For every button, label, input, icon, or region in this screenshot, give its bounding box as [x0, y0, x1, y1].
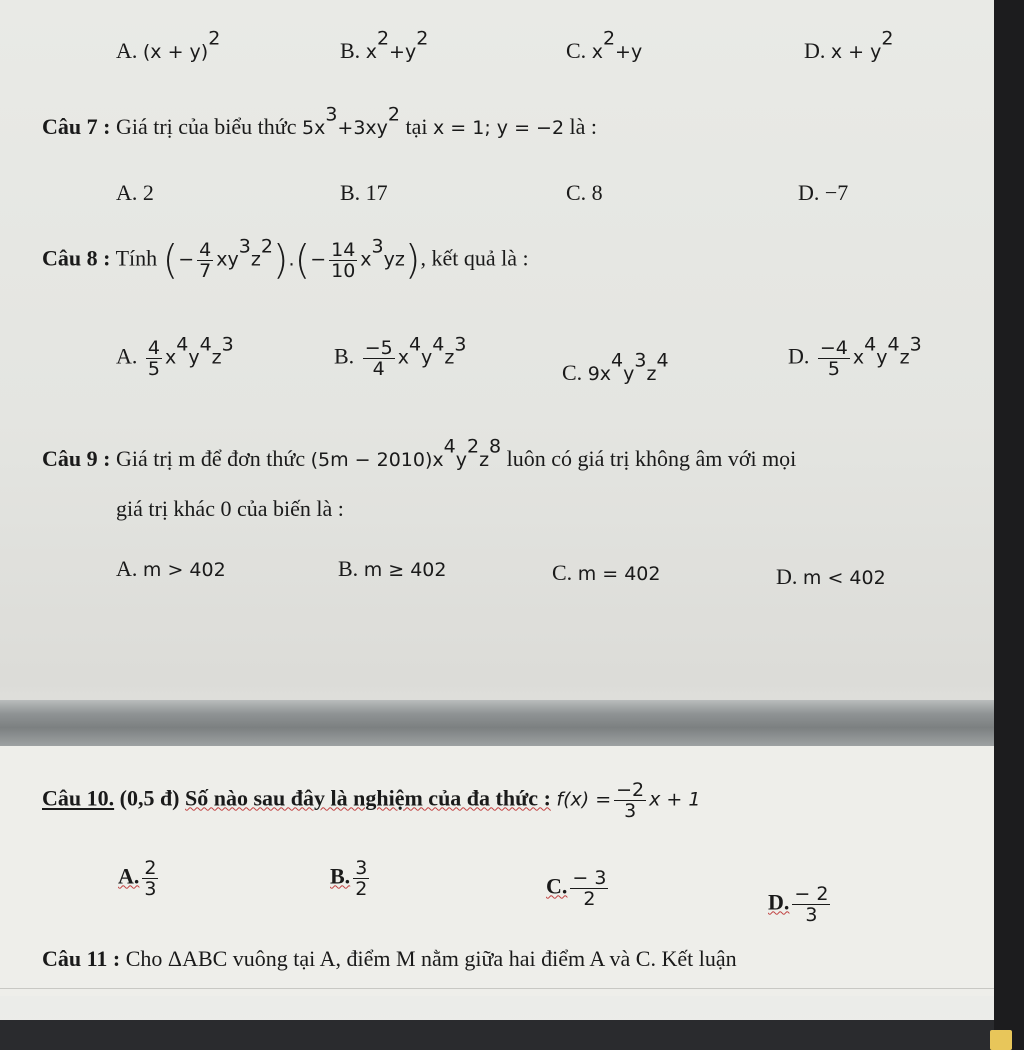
q8-option-b: B. $\frac{-5}{4}$ $x^4y^4z^3$	[334, 333, 467, 380]
q9-option-d: D. m < 402	[776, 564, 886, 589]
q10-option-c: C. $\frac{- 3}{2}$	[546, 867, 607, 910]
q7-option-c: C. 8	[566, 180, 603, 205]
q6-option-b: B. $x^2+y^2$	[340, 27, 429, 63]
q11-stem: Câu 11 : Cho ΔABC vuông tại A, điểm M nằm giữa hai điểm A và C. Kết luận	[42, 946, 737, 971]
q7-stem: Câu 7 : Giá trị của biểu thức $5x^3+3xy^2$ tại x = 1; y = −2 là :	[42, 103, 598, 139]
q9-option-c: C. m = 402	[552, 560, 661, 585]
q8-option-c: C. $9x^4y^3z^4$	[562, 349, 669, 385]
q8-option-d: D. $\frac{-4}{5}$ $x^4y^4z^3$	[788, 333, 922, 380]
q8-stem: Câu 8 : Tính (− $\frac{4}{7}$ $xy^3z^2).(-$ $\frac{14}{10}$ $x^3yz$), kết quả là :	[42, 235, 529, 284]
q6-option-d: D. $x + y^2$	[804, 27, 894, 63]
q9-stem: Câu 9 : Giá trị m để đơn thức $(5m - 2010)x^4y^2z^8$ luôn có giá trị không âm với mọi	[42, 435, 797, 471]
q7-title: Câu 7 :	[42, 114, 111, 139]
table-line	[0, 988, 994, 989]
q10-stem: Câu 10. (0,5 đ) Số nào sau đây là nghiệm của đa thức : f(x) = $\frac{-2}{3}$ x + 1	[42, 779, 701, 822]
q9-stem-line2: giá trị khác 0 của biến là :	[116, 496, 344, 521]
q9-option-a: A. m > 402	[116, 556, 226, 581]
taskbar-app-icon	[990, 1030, 1012, 1050]
q10-option-b: B. $\frac{3}{2}$	[330, 857, 368, 900]
taskbar	[0, 1020, 994, 1050]
q10-option-d: D. $\frac{- 2}{3}$	[768, 883, 829, 926]
q8-option-a: A. $\frac{4}{5}$ $x^4y^4z^3$	[116, 333, 234, 380]
q7-option-b: B. 17	[340, 180, 388, 205]
q7-option-a: A. 2	[116, 180, 154, 205]
q8-fraction-2: $\frac{14}{10}$	[331, 239, 356, 282]
q9-option-b: B. m ≥ 402	[338, 556, 447, 581]
q8-title: Câu 8 :	[42, 245, 111, 271]
q6-option-a: A. $(x + y)^2$	[116, 27, 221, 63]
q10-option-a: A. $\frac{2}{3}$	[118, 857, 157, 900]
q11-title: Câu 11 :	[42, 946, 121, 971]
q8-fraction-1: $\frac{4}{7}$	[199, 239, 212, 282]
q10-title: Câu 10.	[42, 785, 115, 811]
q6-option-c: C. $x^2+y$	[566, 27, 643, 63]
q9-title: Câu 9 :	[42, 446, 111, 471]
q7-option-d: D. −7	[798, 180, 849, 205]
page-separator	[0, 700, 994, 746]
